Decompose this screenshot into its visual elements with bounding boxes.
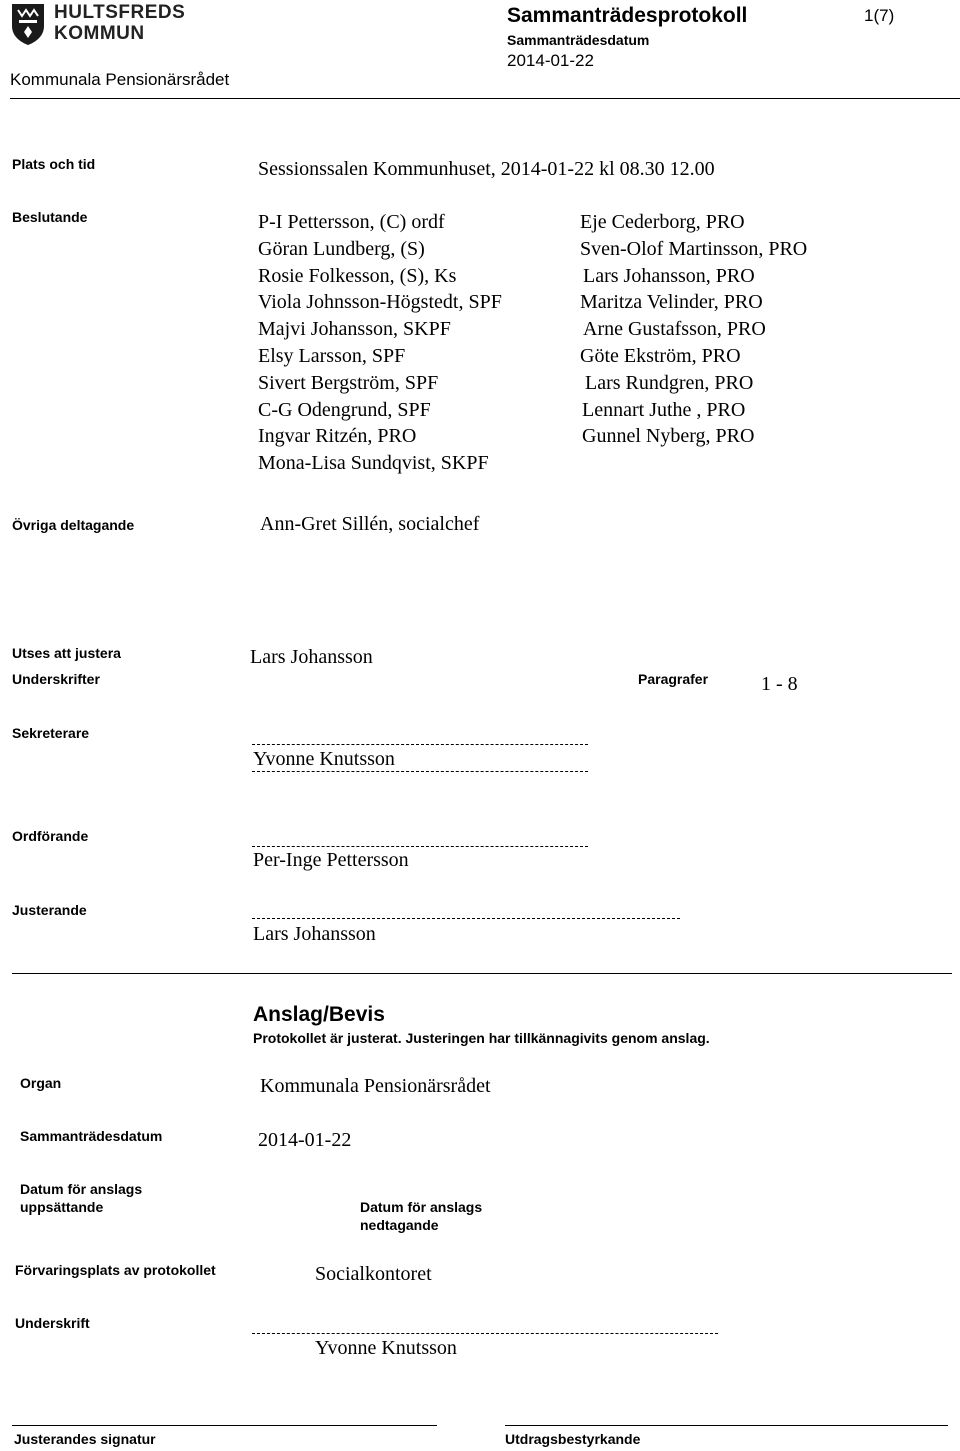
- member-name: C-G Odengrund, SPF: [258, 398, 431, 421]
- member-name: Gunnel Nyberg, PRO: [582, 425, 755, 448]
- member-name: Lennart Juthe , PRO: [582, 398, 746, 421]
- header-date-value: 2014-01-22: [507, 51, 594, 70]
- uppsattande-label-1: Datum för anslags: [20, 1181, 143, 1197]
- sekreterare-signature-line: [252, 744, 588, 745]
- ordforande-label: Ordförande: [12, 828, 89, 844]
- anslag-subtitle: Protokollet är justerat. Justeringen har tillkännagivits genom anslag.: [253, 1030, 710, 1046]
- sekreterare-underline: [252, 771, 588, 772]
- organ-label: Organ: [20, 1075, 62, 1091]
- ovriga-label: Övriga deltagande: [12, 517, 135, 533]
- underskrift-label: Underskrift: [15, 1315, 90, 1331]
- justerande-label: Justerande: [12, 902, 87, 918]
- member-name: Maritza Velinder, PRO: [580, 291, 763, 314]
- member-name: Viola Johnsson-Högstedt, SPF: [258, 291, 502, 314]
- header-date-label: Sammanträdesdatum: [507, 32, 650, 48]
- member-name: Majvi Johansson, SKPF: [258, 318, 451, 341]
- footer-line-left: [12, 1425, 437, 1426]
- logo-text-line1: HULTSFREDS: [54, 2, 186, 23]
- forvaring-label: Förvaringsplats av protokollet: [15, 1262, 216, 1278]
- datum-value: 2014-01-22: [258, 1129, 352, 1151]
- sekreterare-name: Yvonne Knutsson: [253, 748, 395, 770]
- plats-label: Plats och tid: [12, 156, 96, 172]
- member-name: Mona-Lisa Sundqvist, SKPF: [258, 452, 489, 475]
- footer-line-right: [505, 1425, 948, 1426]
- page-number: 1(7): [864, 6, 895, 25]
- member-name: P-I Pettersson, (C) ordf: [258, 211, 445, 233]
- ordforande-name: Per-Inge Pettersson: [253, 849, 409, 871]
- footer-utdragsbestyrkande: Utdragsbestyrkande: [505, 1431, 641, 1447]
- member-name: Ingvar Ritzén, PRO: [258, 425, 417, 448]
- uppsattande-label-2: uppsättande: [20, 1199, 104, 1215]
- nedtagande-label-2: nedtagande: [360, 1217, 439, 1233]
- member-name: Rosie Folkesson, (S), Ks: [258, 264, 457, 287]
- member-name: Göran Lundberg, (S): [258, 237, 425, 260]
- member-name: Lars Rundgren, PRO: [585, 371, 754, 394]
- justerande-signature-line: [252, 918, 680, 919]
- member-name: Lars Johansson, PRO: [583, 264, 755, 287]
- underskrifter-label: Underskrifter: [12, 671, 100, 687]
- section-divider: [12, 973, 952, 974]
- member-name: Sven-Olof Martinsson, PRO: [580, 237, 808, 260]
- underskrift-signature-line: [252, 1333, 718, 1334]
- member-name: Sivert Bergström, SPF: [258, 371, 439, 394]
- logo-text-line2: KOMMUN: [54, 23, 145, 44]
- justerande-name: Lars Johansson: [253, 923, 376, 945]
- beslutande-label: Beslutande: [12, 209, 88, 225]
- nedtagande-label-1: Datum för anslags: [360, 1199, 483, 1215]
- header-divider: [10, 98, 960, 99]
- paragrafer-label: Paragrafer: [638, 671, 709, 687]
- coat-of-arms-icon: [10, 2, 46, 46]
- beslutande-left-list: [258, 209, 502, 477]
- member-name: Göte Ekström, PRO: [580, 344, 741, 367]
- document-title: Sammanträdesprotokoll: [507, 4, 748, 27]
- paragrafer-value: 1 - 8: [761, 673, 798, 695]
- anslag-title: Anslag/Bevis: [253, 1003, 385, 1026]
- plats-value: Sessionssalen Kommunhuset, 2014-01-22 kl 08.30 12.00: [258, 158, 715, 180]
- datum-label: Sammanträdesdatum: [20, 1128, 163, 1144]
- member-name: Elsy Larsson, SPF: [258, 344, 406, 367]
- utses-label: Utses att justera: [12, 645, 121, 661]
- beslutande-right-list: [580, 209, 807, 450]
- organ-value: Kommunala Pensionärsrådet: [260, 1075, 491, 1097]
- member-name: Arne Gustafsson, PRO: [583, 318, 766, 341]
- utses-value: Lars Johansson: [250, 646, 373, 668]
- ovriga-value: Ann-Gret Sillén, socialchef: [260, 513, 480, 535]
- ordforande-signature-line: [252, 846, 588, 847]
- municipality-logo: [10, 2, 200, 48]
- footer-justerandes-signatur: Justerandes signatur: [14, 1431, 156, 1447]
- underskrift-name: Yvonne Knutsson: [315, 1337, 457, 1359]
- sekreterare-label: Sekreterare: [12, 725, 90, 741]
- member-name: Eje Cederborg, PRO: [580, 211, 745, 233]
- forvaring-value: Socialkontoret: [315, 1263, 432, 1285]
- header-organ: Kommunala Pensionärsrådet: [10, 70, 230, 89]
